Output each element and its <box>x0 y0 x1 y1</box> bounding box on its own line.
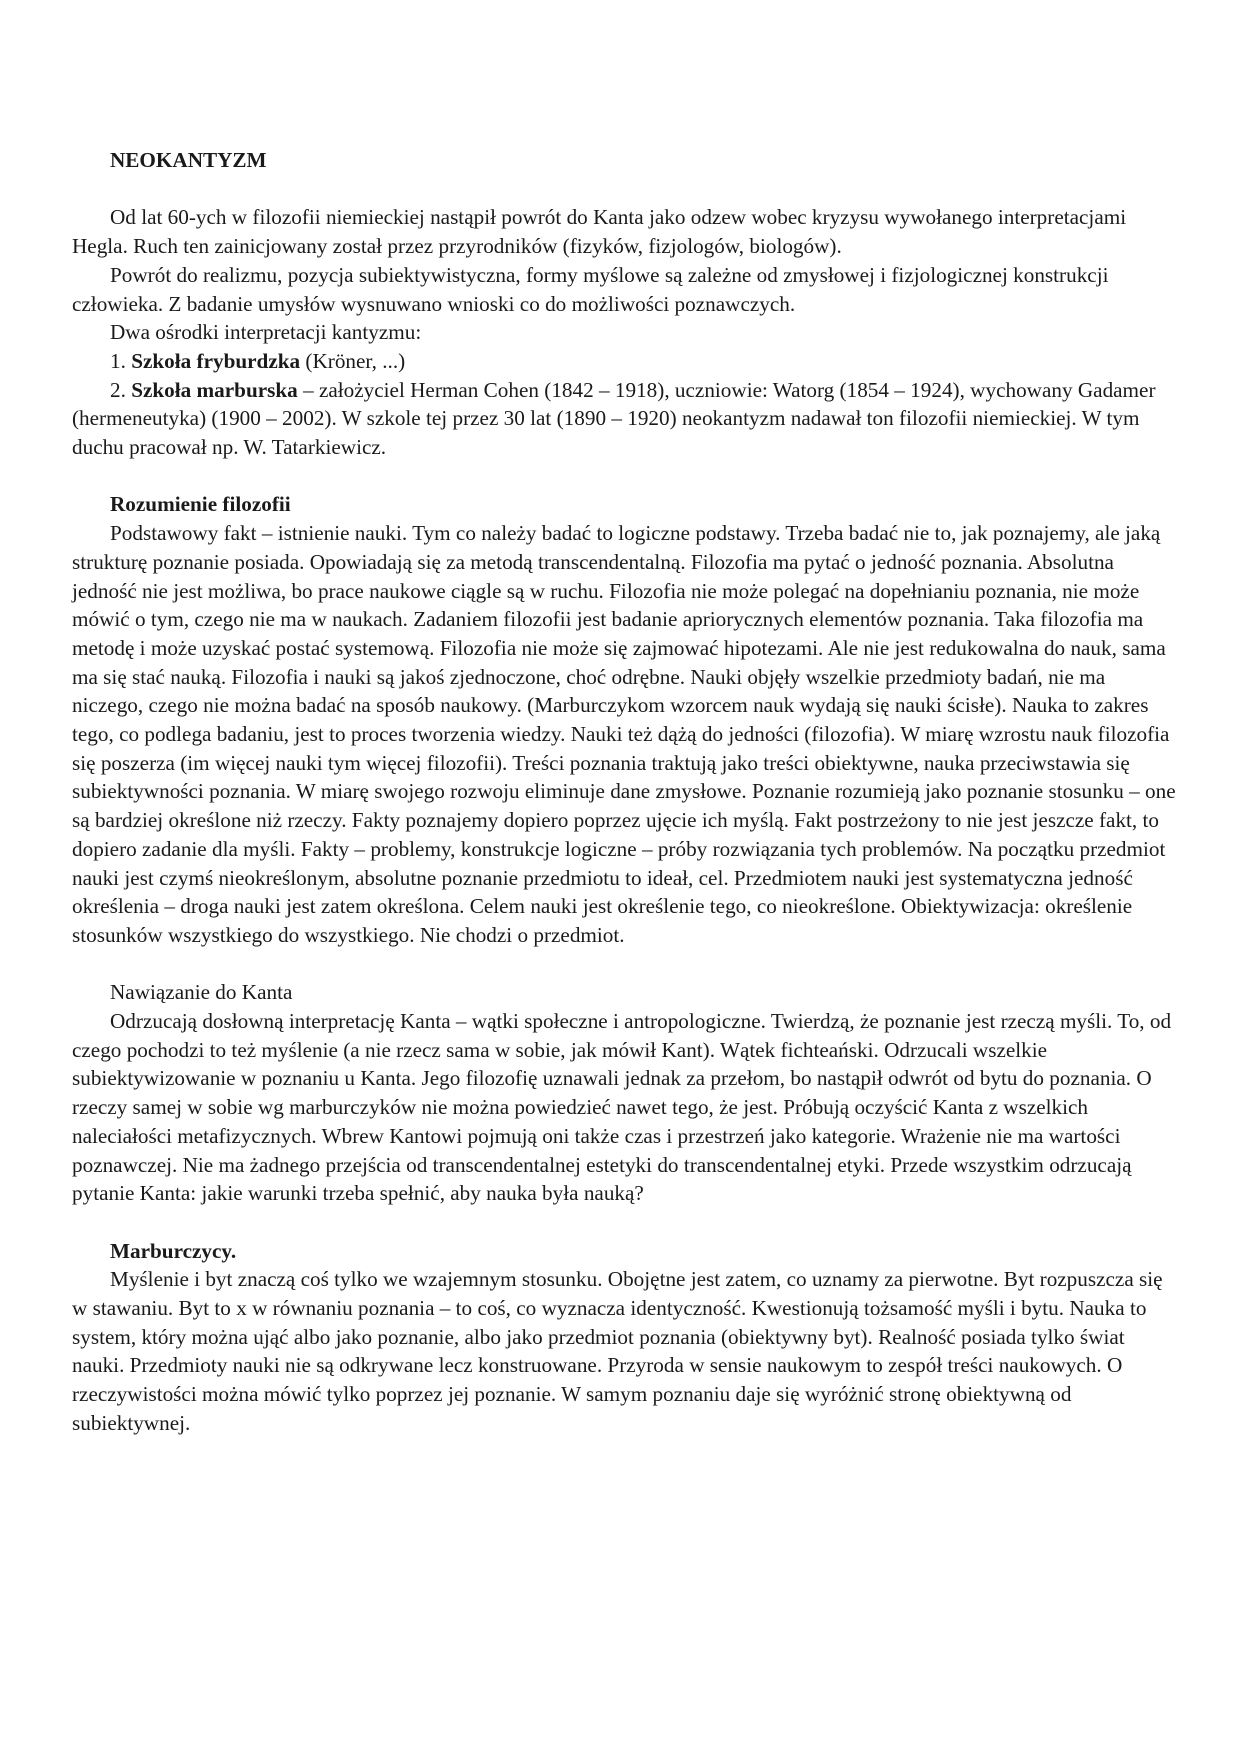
section-body-nawiazanie: Odrzucają dosłowną interpretację Kanta – wątki społeczne i antropologiczne. Twierdzą, że poznanie jest rzeczą myśli. To, od czego pochodzi to też myślenie (a nie rzecz sama w sobie, jak mówił Kant). Wątek fichteański. Odrzucali wszelkie subiektywizowanie w poznaniu u Kanta. Jego filozofię uznawali jednak za przełom, bo nastąpił odwrót od bytu do poznania. O rzeczy samej w sobie wg marburczyków nie można powiedzieć nawet tego, że jest. Próbują oczyścić Kanta z wszelkich naleciałości metafizycznych. Wbrew Kantowi pojmują oni także czas i przestrzeń jako kategorie. Wrażenie nie ma wartości poznawczej. Nie ma żadnego przejścia od transcendentalnej estetyki do transcendentalnej etyki. Przede wszystkim odrzucają pytanie Kanta: jakie warunki trzeba spełnić, aby nauka była nauką? <box>72 1009 1172 1206</box>
intro-paragraph-2: Powrót do realizmu, pozycja subiektywistyczna, formy myślowe są zależne od zmysłowej i fizjologicznej konstrukcji człowieka. Z badanie umysłów wysnuwano wnioski co do możliwości poznawczych. <box>72 262 1109 316</box>
list-item-1-text: (Kröner, ...) <box>300 348 406 373</box>
spacer <box>72 1208 1178 1237</box>
document-title: NEOKANTYZM <box>110 148 267 172</box>
section-heading-marburczycy: Marburczycy. <box>110 1238 237 1263</box>
section-heading-nawiazanie: Nawiązanie do Kanta <box>110 980 293 1005</box>
list-item-2 <box>72 376 1178 462</box>
intro-paragraph-1: Od lat 60-ych w filozofii niemieckiej nastąpił powrót do Kanta jako odzew wobec kryzysu wywołanego interpretacjami Hegla. Ruch ten zainicjowany został przez przyrodników (fizyków, fizjologów, biologów). <box>72 205 1127 259</box>
spacer <box>72 462 1178 491</box>
list-item-1-number: 1. <box>110 348 132 373</box>
spacer <box>72 950 1178 979</box>
list-item-2-number: 2. <box>110 377 132 402</box>
section-body-marburczycy: Myślenie i byt znaczą coś tylko we wzajemnym stosunku. Obojętne jest zatem, co uznamy za pierwotne. Byt rozpuszcza się w stawaniu. Byt to x w równaniu poznania – to coś, co wyznacza identyczność. Kwestionują tożsamość myśli i bytu. Nauka to system, który można ująć albo jako poznanie, albo jako przedmiot poznania (obiektywny byt). Realność posiada tylko świat nauki. Przedmioty nauki nie są odkrywane lecz konstruowane. Przyroda w sensie naukowym to zespół treści naukowych. O rzeczywistości można mówić tylko poprzez jej poznanie. W samym poznaniu daje się wyróżnić stronę obiektywną od subiektywnej. <box>72 1267 1163 1435</box>
document-page <box>72 146 1178 1438</box>
spacer <box>72 175 1178 204</box>
list-item-1-title: Szkoła fryburdzka <box>131 348 301 373</box>
section-heading-rozumienie: Rozumienie filozofii <box>110 492 291 517</box>
list-item-2-title: Szkoła marburska <box>131 377 298 402</box>
list-item-2-text: – założyciel Herman Cohen (1842 – 1918), uczniowie: Watorg (1854 – 1924), wychowany Gadamer (hermeneutyka) (1900 – 2002). W szkole tej przez 30 lat (1890 – 1920) neokantyzm nadawał ton filozofii niemieckiej. W tym duchu pracował np. W. Tatarkiewicz. <box>72 377 1156 460</box>
intro-paragraph-3: Dwa ośrodki interpretacji kantyzmu: <box>110 320 422 345</box>
section-body-rozumienie: Podstawowy fakt – istnienie nauki. Tym co należy badać to logiczne podstawy. Trzeba badać nie to, jak poznajemy, ale jaką strukturę poznanie posiada. Opowiadają się za metodą transcendentalną. Filozofia ma pytać o jedność poznania. Absolutna jedność nie jest możliwa, bo prace naukowe ciągle są w ruchu. Filozofia nie może polegać na dopełnianiu poznania, nie może mówić o tym, czego nie ma w naukach. Zadaniem filozofii jest badanie apriorycznych elementów poznania. Taka filozofia ma metodę i może uzyskać postać systemową. Filozofia nie może się zajmować hipotezami. Ale nie jest redukowalna do nauk, sama ma się stać nauką. Filozofia i nauki są jakoś zjednoczone, choć odrębne. Nauki objęły wszelkie przedmioty badań, nie ma niczego, czego nie można badać na sposób naukowy. (Marburczykom wzorcem nauk wydają się nauki ścisłe). Nauka to zakres tego, co podlega badaniu, jest to proces tworzenia wiedzy. Nauki też dążą do jedności (filozofia). W miarę wzrostu nauk filozofia się poszerza (im więcej nauki tym więcej filozofii). Treści poznania traktują jako treści obiektywne, nauka przeciwstawia się subiektywności poznania. W miarę swojego rozwoju eliminuje dane zmysłowe. Poznanie rozumieją jako poznanie stosunku – one są bardziej określone niż rzeczy. Fakty poznajemy dopiero poprzez ujęcie ich myślą. Fakt postrzeżony to nie jest jeszcze fakt, to dopiero zadanie dla myśli. Fakty – problemy, konstrukcje logiczne – próby rozwiązania tych problemów. Na początku przedmiot nauki jest czymś nieokreślonym, absolutne poznanie przedmiotu to ideał, cel. Przedmiotem nauki jest systematyczna jedność określenia – droga nauki jest zatem określona. Celem nauki jest określenie tego, co nieokreślone. Obiektywizacja: określenie stosunków wszystkiego do wszystkiego. Nie chodzi o przedmiot. <box>72 521 1176 947</box>
list-item-1 <box>72 347 1178 376</box>
